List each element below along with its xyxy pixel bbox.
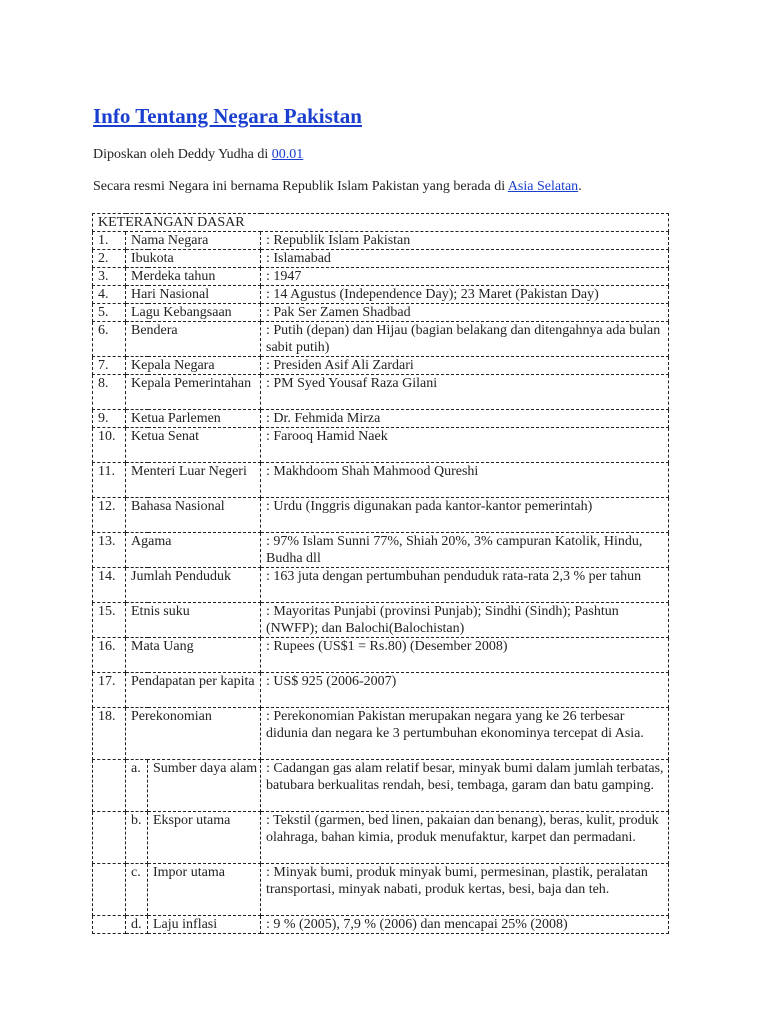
row-label: Mata Uang: [126, 638, 261, 673]
row-value: : Presiden Asif Ali Zardari: [261, 357, 669, 375]
row-label: Jumlah Penduduk: [126, 568, 261, 603]
row-label: Merdeka tahun: [126, 268, 261, 286]
row-number: 14.: [93, 568, 126, 603]
row-value: : Perekonomian Pakistan merupakan negara yang ke 26 terbesar didunia dan negara ke 3 pertumbuhan ekonominya tercepat di Asia.: [261, 708, 669, 760]
subrow-value: : Cadangan gas alam relatif besar, minyak bumi dalam jumlah terbatas, batubara berkualitas rendah, besi, tembaga, garam dan batu gamping.: [261, 760, 669, 812]
intro-paragraph: [93, 179, 582, 195]
subrow-label: Impor utama: [148, 864, 261, 916]
row-label: Kepala Pemerintahan: [126, 375, 261, 410]
row-label: Menteri Luar Negeri: [126, 463, 261, 498]
subrow-label: Laju inflasi: [148, 916, 261, 934]
subrow-letter: a.: [126, 760, 148, 812]
table-row: [93, 708, 669, 760]
table-subrow: [93, 812, 669, 864]
table-row: [93, 322, 669, 357]
subrow-letter: b.: [126, 812, 148, 864]
post-time-link[interactable]: 00.01: [271, 147, 304, 162]
intro-end: .: [578, 179, 582, 194]
row-value: : 1947: [261, 268, 669, 286]
row-value: : Urdu (Inggris digunakan pada kantor-kantor pemerintah): [261, 498, 669, 533]
row-value: : Mayoritas Punjabi (provinsi Punjab); Sindhi (Sindh); Pashtun (NWFP); dan Balochi(Balochistan): [261, 603, 669, 638]
table-row: [93, 232, 669, 250]
table-row: [93, 638, 669, 673]
subrow-letter: c.: [126, 864, 148, 916]
row-number: 18.: [93, 708, 126, 760]
row-value: : US$ 925 (2006-2007): [261, 673, 669, 708]
subrow-spacer: [93, 812, 126, 864]
row-value: : 97% Islam Sunni 77%, Shiah 20%, 3% campuran Katolik, Hindu, Budha dll: [261, 533, 669, 568]
table-row: [93, 463, 669, 498]
row-number: 6.: [93, 322, 126, 357]
post-byline: [93, 147, 303, 163]
row-value: : PM Syed Yousaf Raza Gilani: [261, 375, 669, 410]
table-row: [93, 533, 669, 568]
row-value: : Makhdoom Shah Mahmood Qureshi: [261, 463, 669, 498]
row-number: 12.: [93, 498, 126, 533]
byline-text: Diposkan oleh Deddy Yudha di: [93, 147, 272, 162]
row-number: 5.: [93, 304, 126, 322]
row-number: 7.: [93, 357, 126, 375]
row-number: 9.: [93, 410, 126, 428]
table-header: KETERANGAN DASAR: [93, 214, 669, 232]
row-number: 15.: [93, 603, 126, 638]
table-row: [93, 410, 669, 428]
table-row: [93, 673, 669, 708]
row-number: 10.: [93, 428, 126, 463]
table-row: [93, 357, 669, 375]
subrow-spacer: [93, 864, 126, 916]
info-table-body: [93, 214, 669, 934]
subrow-value: : Tekstil (garmen, bed linen, pakaian dan benang), beras, kulit, produk olahraga, bahan kimia, produk menufaktur, karpet dan permadani.: [261, 812, 669, 864]
row-value: : Dr. Fehmida Mirza: [261, 410, 669, 428]
table-row: [93, 568, 669, 603]
row-value: : Farooq Hamid Naek: [261, 428, 669, 463]
table-row: [93, 603, 669, 638]
row-value: : 14 Agustus (Independence Day); 23 Maret (Pakistan Day): [261, 286, 669, 304]
row-value: : Rupees (US$1 = Rs.80) (Desember 2008): [261, 638, 669, 673]
row-number: 2.: [93, 250, 126, 268]
row-value: : Putih (depan) dan Hijau (bagian belakang dan ditengahnya ada bulan sabit putih): [261, 322, 669, 357]
row-number: 11.: [93, 463, 126, 498]
row-value: : 163 juta dengan pertumbuhan penduduk rata-rata 2,3 % per tahun: [261, 568, 669, 603]
row-number: 17.: [93, 673, 126, 708]
table-subrow: [93, 916, 669, 934]
row-label: Nama Negara: [126, 232, 261, 250]
subrow-spacer: [93, 760, 126, 812]
row-label: Lagu Kebangsaan: [126, 304, 261, 322]
row-label: Kepala Negara: [126, 357, 261, 375]
subrow-label: Sumber daya alam: [148, 760, 261, 812]
table-subrow: [93, 864, 669, 916]
row-label: Bendera: [126, 322, 261, 357]
table-row: [93, 268, 669, 286]
subrow-letter: d.: [126, 916, 148, 934]
row-label: Hari Nasional: [126, 286, 261, 304]
subrow-label: Ekspor utama: [148, 812, 261, 864]
row-label: Bahasa Nasional: [126, 498, 261, 533]
asia-selatan-link[interactable]: Asia Selatan: [507, 179, 579, 194]
row-label: Pendapatan per kapita: [126, 673, 261, 708]
intro-text: Secara resmi Negara ini bernama Republik Islam Pakistan yang berada di: [93, 179, 508, 194]
row-number: 4.: [93, 286, 126, 304]
post-title-link[interactable]: Info Tentang Negara Pakistan: [93, 104, 362, 128]
row-value: : Islamabad: [261, 250, 669, 268]
row-number: 13.: [93, 533, 126, 568]
row-label: Etnis suku: [126, 603, 261, 638]
subrow-value: : 9 % (2005), 7,9 % (2006) dan mencapai 25% (2008): [261, 916, 669, 934]
row-label: Ketua Parlemen: [126, 410, 261, 428]
subrow-value: : Minyak bumi, produk minyak bumi, permesinan, plastik, peralatan transportasi, minyak nabati, produk kertas, besi, baja dan teh.: [261, 864, 669, 916]
table-row: [93, 498, 669, 533]
table-row: [93, 428, 669, 463]
table-header-row: [93, 214, 669, 232]
row-number: 8.: [93, 375, 126, 410]
table-row: [93, 286, 669, 304]
row-label: Ibukota: [126, 250, 261, 268]
table-row: [93, 304, 669, 322]
table-subrow: [93, 760, 669, 812]
table-row: [93, 250, 669, 268]
table-row: [93, 375, 669, 410]
row-label: Perekonomian: [126, 708, 261, 760]
info-table: [92, 213, 669, 934]
row-number: 16.: [93, 638, 126, 673]
row-label: Ketua Senat: [126, 428, 261, 463]
row-label: Agama: [126, 533, 261, 568]
row-value: : Republik Islam Pakistan: [261, 232, 669, 250]
row-number: 3.: [93, 268, 126, 286]
row-number: 1.: [93, 232, 126, 250]
subrow-spacer: [93, 916, 126, 934]
row-value: : Pak Ser Zamen Shadbad: [261, 304, 669, 322]
